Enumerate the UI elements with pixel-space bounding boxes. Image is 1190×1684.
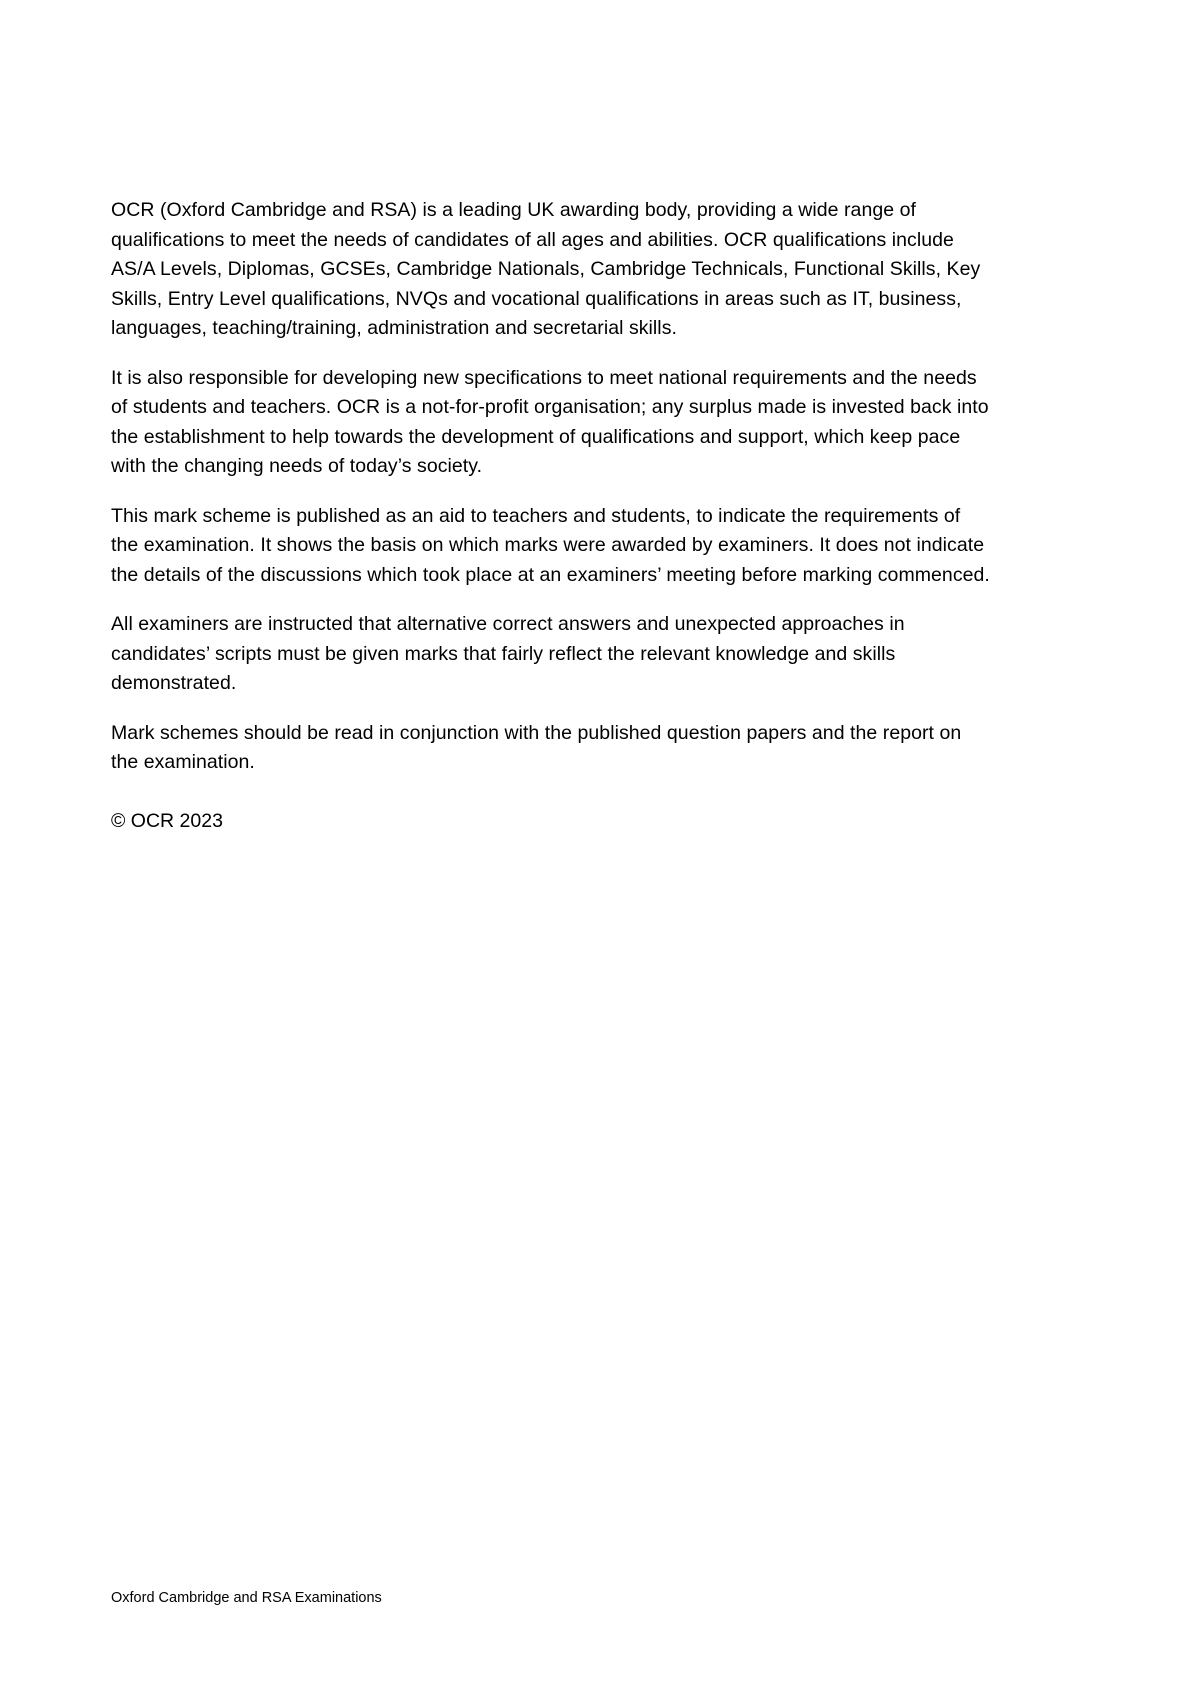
- copyright-notice: © OCR 2023: [111, 810, 223, 832]
- paragraph-about-ocr: OCR (Oxford Cambridge and RSA) is a leading UK awarding body, providing a wide range of qualifications to meet the needs of candidates of all ages and abilities. OCR qualifications include AS/A Levels, Diplomas, GCSEs, Cambridge Nationals, Cambridge Technicals, Functional Skills, Key Skills, Entry Level qualifications, NVQs and vocational qualifications in areas such as IT, business, languages, teaching/training, administration and secretarial skills.: [111, 199, 981, 339]
- paragraph-responsibility: It is also responsible for developing new specifications to meet national requirements and the needs of students and teachers. OCR is a not-for-profit organisation; any surplus made is invested back into the establishment to help towards the development of qualifications and support, which keep pace with the changing needs of today’s society.: [111, 366, 989, 477]
- page-footer: Oxford Cambridge and RSA Examinations: [111, 1590, 382, 1606]
- document-body: [111, 196, 991, 778]
- paragraph-read-in-conjunction: Mark schemes should be read in conjunction with the published question papers and the report on the examination.: [111, 721, 962, 773]
- paragraph-examiner-instructions: All examiners are instructed that alternative correct answers and unexpected approaches in candidates’ scripts must be given marks that fairly reflect the relevant knowledge and skills demonstrated.: [111, 613, 905, 694]
- paragraph-mark-scheme-purpose: This mark scheme is published as an aid to teachers and students, to indicate the requirements of the examination. It shows the basis on which marks were awarded by examiners. It does not indicate the details of the discussions which took place at an examiners’ meeting before marking commenced.: [111, 504, 990, 586]
